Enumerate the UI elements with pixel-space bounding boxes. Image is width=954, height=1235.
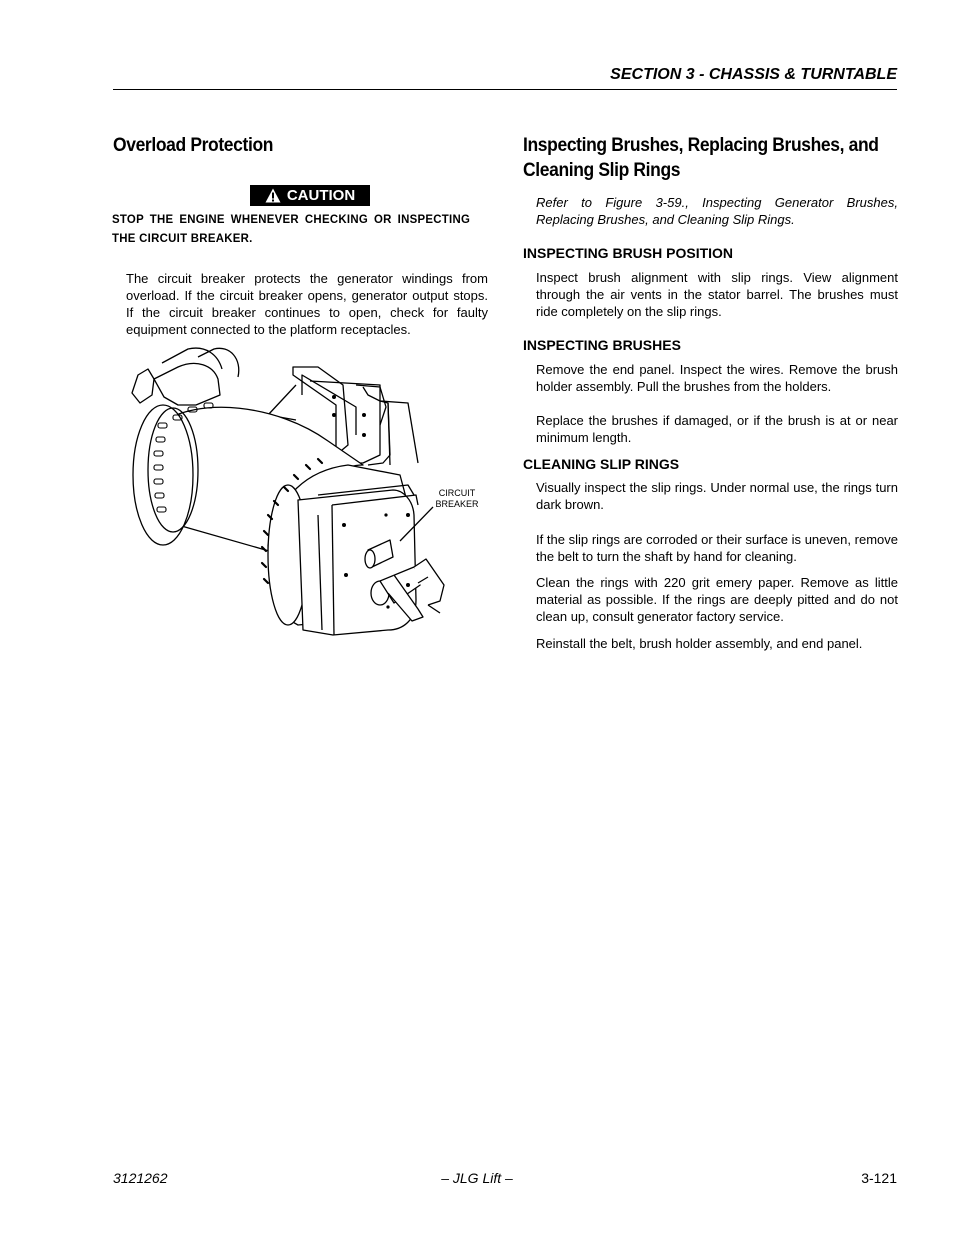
footer-center: – JLG Lift – [441,1170,513,1186]
callout-line-1: CIRCUIT [438,488,476,498]
paragraph-inspecting-brushes-2: Replace the brushes if damaged, or if the brush is at or near minimum length. [536,413,898,445]
footer-doc-number: 3121262 [113,1170,168,1186]
warning-triangle-icon [265,188,281,203]
footer-page-number: 3-121 [861,1170,897,1186]
header-rule [113,89,897,90]
overload-body-text: The circuit breaker protects the generator windings from overload. If the circuit breaker opens, generator output stops. If the circuit breaker continues to open, check for faulty equipment connected to the platform receptacles. [126,271,488,337]
circuit-breaker-callout [428,488,486,510]
heading-cleaning-slip-rings: CLEANING SLIP RINGS [523,456,680,472]
paragraph-slip-rings-1: Visually inspect the slip rings. Under normal use, the rings turn dark brown. [536,480,898,512]
brushes-title: Inspecting Brushes, Replacing Brushes, and Cleaning Slip Rings [523,135,879,181]
section-header: SECTION 3 - CHASSIS & TURNTABLE [610,66,897,83]
caution-banner [250,185,370,206]
paragraph-slip-rings-2: If the slip rings are corroded or their surface is uneven, remove the belt to turn the shaft by hand for cleaning. [536,532,898,564]
paragraph-slip-rings-3: Clean the rings with 220 grit emery paper. Remove as little material as possible. If the rings are deeply pitted and do not clean up, consult generator factory service. [536,575,898,624]
heading-inspecting-brushes: INSPECTING BRUSHES [523,337,681,353]
paragraph-slip-rings-4: Reinstall the belt, brush holder assembly, and end panel. [536,636,863,651]
paragraph-brush-position: Inspect brush alignment with slip rings. View alignment through the air vents in the stator barrel. The brushes must ride completely on the slip rings. [536,270,898,319]
heading-inspecting-brush-position: INSPECTING BRUSH POSITION [523,245,734,261]
overload-protection-title: Overload Protection [113,135,274,156]
caution-text: STOP THE ENGINE WHENEVER CHECKING OR INSPECTING THE CIRCUIT BREAKER. [112,212,471,245]
figure-reference: Refer to Figure 3-59., Inspecting Generator Brushes, Replacing Brushes, and Cleaning Slip Rings. [536,195,898,227]
caution-label: CAUTION [286,187,356,204]
paragraph-inspecting-brushes-1: Remove the end panel. Inspect the wires. Remove the brush holder assembly. Pull the brushes from the holders. [536,362,898,394]
callout-line-2: BREAKER [435,499,479,509]
